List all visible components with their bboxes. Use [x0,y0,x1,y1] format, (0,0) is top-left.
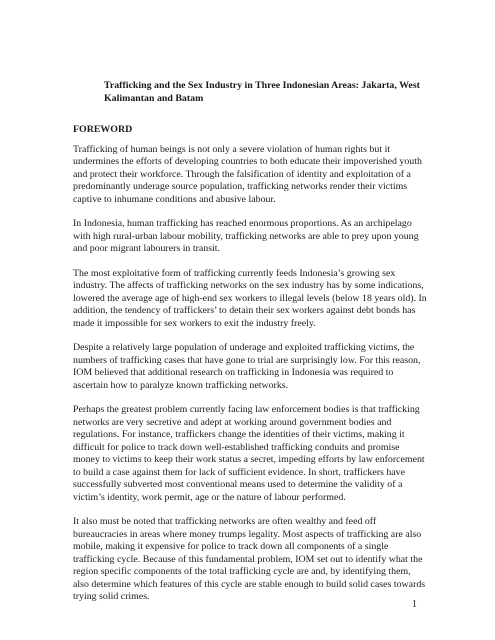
document-body [73,80,428,616]
paragraph: Trafficking of human beings is not only a severe violation of human rights but it undermines the efforts of developing countries to both educate their impoverished youth and protect their workforce. Through the falsification of identity and exploitation of a predominantly underage source population, trafficking networks render their victims captive to inhumane conditions and abusive labour. [73,143,422,205]
page-number: 1 [412,599,417,610]
paragraph: The most exploitative form of trafficking currently feeds Indonesia’s growing sex industry. The affects of trafficking networks on the sex industry has by some indications, lowered the average age of high-end sex workers to illegal levels (below 18 years old). In addition, the tendency of traffickers’ to detain their sex workers against debt bonds has made it impossible for sex workers to exit the industry freely. [73,267,427,329]
section-heading: FOREWORD [73,124,133,135]
paragraph: Perhaps the greatest problem currently facing law enforcement bodies is that trafficking networks are very secretive and adept at working around government bodies and regulations. For instance, traffickers change the identities of their victims, making it difficult for police to track down well-established trafficking conduits and promise money to victims to keep their work status a secret, impeding efforts by law enforcement to build a case against them for lack of sufficient evidence. In short, traffickers have successfully subverted most conventional means used to determine the validity of a victim’s identity, work permit, age or the nature of labour performed. [73,404,425,503]
paragraph: In Indonesia, human trafficking has reached enormous proportions. As an archipelago with high rural-urban labour mobility, trafficking networks are able to prey upon young and poor migrant labourers in transit. [73,218,419,254]
document-title: Trafficking and the Sex Industry in Three Indonesian Areas: Jakarta, West Kalimantan and Batam [104,80,420,104]
paragraph: Despite a relatively large population of underage and exploited trafficking victims, the numbers of trafficking cases that have gone to trial are surprisingly low. For this reason, IOM believed that additional research on trafficking in Indonesia was required to ascertain how to paralyze known trafficking networks. [73,342,421,391]
paragraph: It also must be noted that trafficking networks are often wealthy and feed off bureaucracies in areas where money trumps legality. Most aspects of trafficking are also mobile, making it expensive for police to track down all components of a single trafficking cycle. Because of this fundamental problem, IOM set out to identify what the region specific components of the total trafficking cycle are and, by identifying them, also determine which features of this cycle are stable enough to build solid cases towards trying solid crimes. [73,516,426,602]
